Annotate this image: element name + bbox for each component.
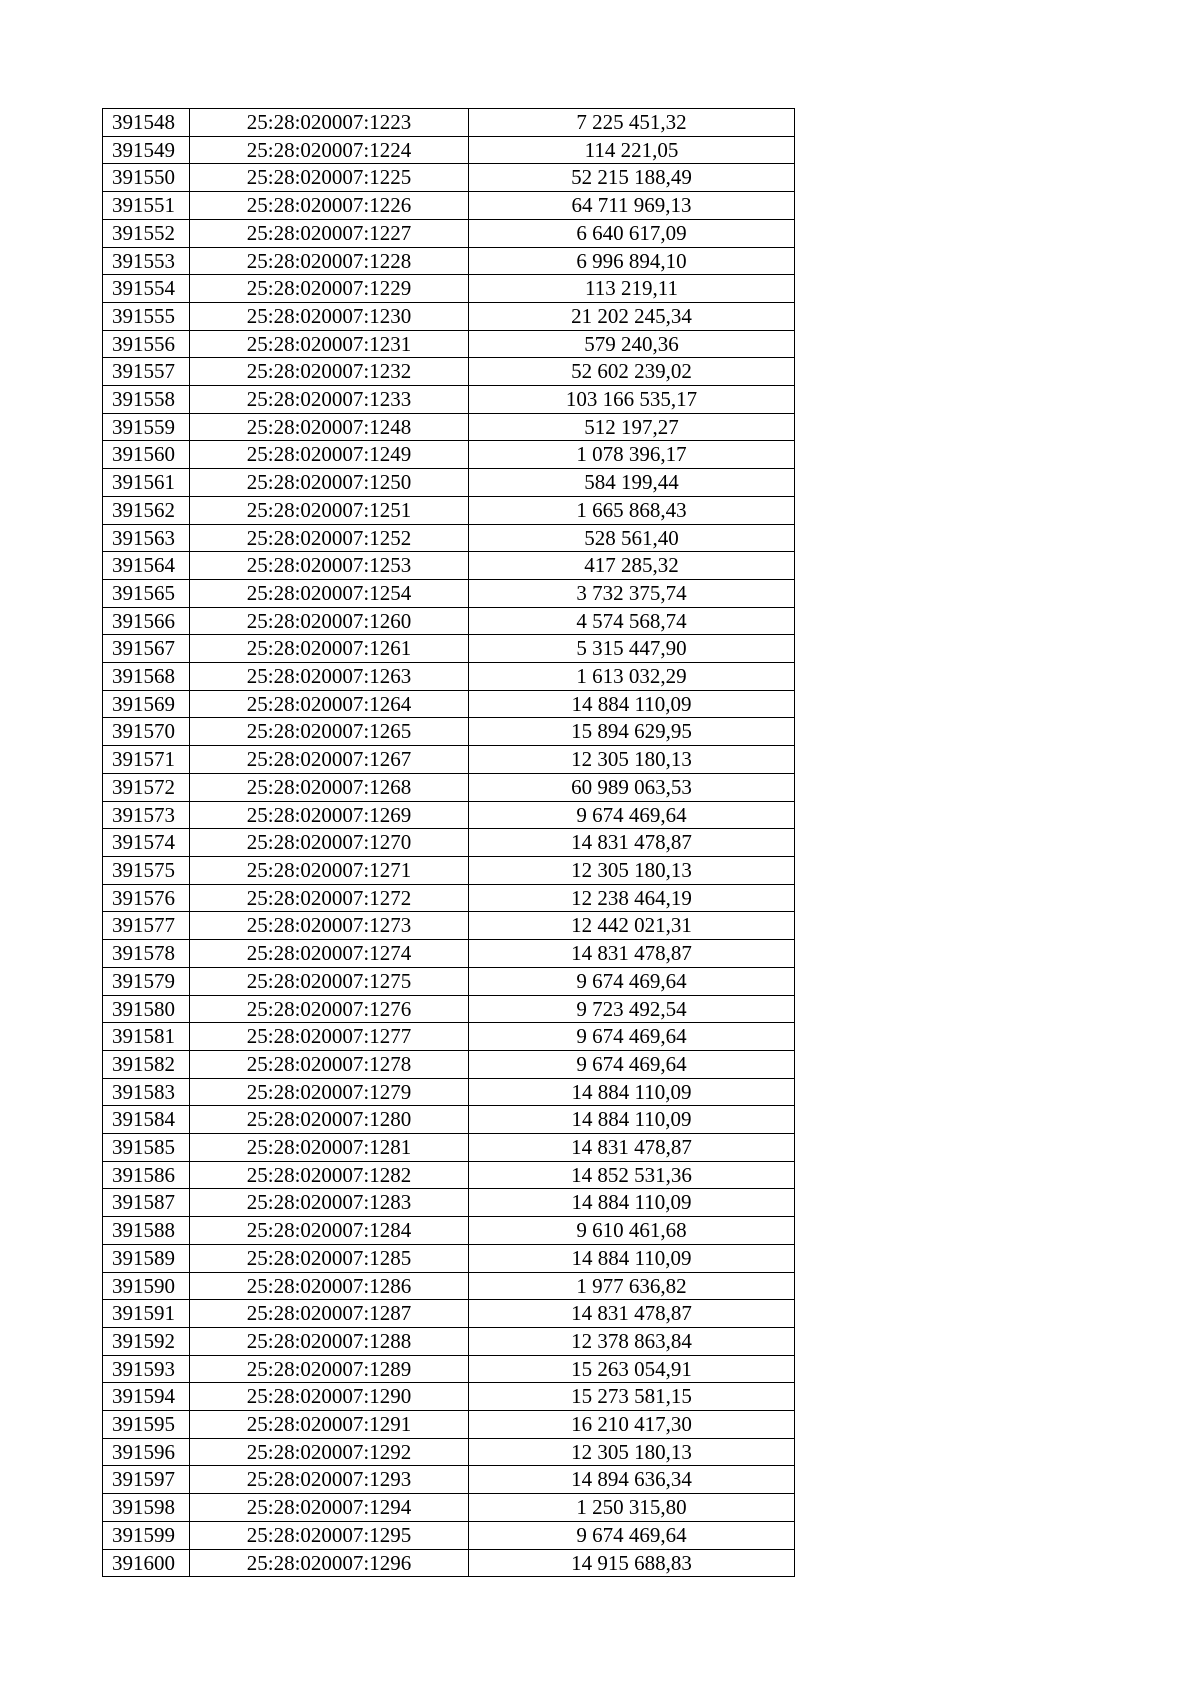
cadastral-number-cell: 25:28:020007:1254 [190, 579, 469, 607]
cadastral-value-cell: 52 602 239,02 [469, 358, 795, 386]
row-number-cell: 391598 [103, 1494, 190, 1522]
cadastral-number-cell: 25:28:020007:1290 [190, 1383, 469, 1411]
cadastral-number-cell: 25:28:020007:1287 [190, 1300, 469, 1328]
cadastral-value-cell: 52 215 188,49 [469, 164, 795, 192]
row-number-cell: 391569 [103, 690, 190, 718]
table-row [103, 1411, 795, 1439]
row-number-cell: 391575 [103, 856, 190, 884]
row-number-cell: 391551 [103, 192, 190, 220]
table-row [103, 1078, 795, 1106]
cadastral-value-cell: 14 831 478,87 [469, 1300, 795, 1328]
row-number-cell: 391549 [103, 136, 190, 164]
cadastral-number-cell: 25:28:020007:1226 [190, 192, 469, 220]
cadastral-number-cell: 25:28:020007:1291 [190, 1411, 469, 1439]
cadastral-number-cell: 25:28:020007:1232 [190, 358, 469, 386]
cadastral-value-cell: 14 915 688,83 [469, 1549, 795, 1577]
table-row [103, 801, 795, 829]
cadastral-value-table [102, 108, 795, 1577]
row-number-cell: 391574 [103, 829, 190, 857]
cadastral-value-cell: 1 977 636,82 [469, 1272, 795, 1300]
table-row [103, 995, 795, 1023]
cadastral-value-cell: 9 610 461,68 [469, 1217, 795, 1245]
cadastral-value-cell: 1 250 315,80 [469, 1494, 795, 1522]
table-row [103, 441, 795, 469]
cadastral-value-cell: 14 884 110,09 [469, 1106, 795, 1134]
row-number-cell: 391554 [103, 275, 190, 303]
table-row [103, 1494, 795, 1522]
table-row [103, 1161, 795, 1189]
table-row [103, 1383, 795, 1411]
cadastral-number-cell: 25:28:020007:1293 [190, 1466, 469, 1494]
row-number-cell: 391577 [103, 912, 190, 940]
table-row [103, 1023, 795, 1051]
cadastral-value-cell: 7 225 451,32 [469, 109, 795, 137]
cadastral-value-cell: 14 884 110,09 [469, 1244, 795, 1272]
cadastral-number-cell: 25:28:020007:1276 [190, 995, 469, 1023]
cadastral-number-cell: 25:28:020007:1270 [190, 829, 469, 857]
cadastral-number-cell: 25:28:020007:1231 [190, 330, 469, 358]
row-number-cell: 391552 [103, 219, 190, 247]
table-row [103, 1521, 795, 1549]
row-number-cell: 391560 [103, 441, 190, 469]
row-number-cell: 391589 [103, 1244, 190, 1272]
table-row [103, 690, 795, 718]
row-number-cell: 391580 [103, 995, 190, 1023]
cadastral-number-cell: 25:28:020007:1280 [190, 1106, 469, 1134]
table-row [103, 192, 795, 220]
table-row [103, 1300, 795, 1328]
cadastral-value-cell: 512 197,27 [469, 413, 795, 441]
row-number-cell: 391576 [103, 884, 190, 912]
row-number-cell: 391550 [103, 164, 190, 192]
table-row [103, 1355, 795, 1383]
row-number-cell: 391583 [103, 1078, 190, 1106]
cadastral-number-cell: 25:28:020007:1265 [190, 718, 469, 746]
table-row [103, 552, 795, 580]
cadastral-value-cell: 9 674 469,64 [469, 1521, 795, 1549]
table-row [103, 164, 795, 192]
row-number-cell: 391587 [103, 1189, 190, 1217]
table-row [103, 136, 795, 164]
table-row [103, 1466, 795, 1494]
table-row [103, 607, 795, 635]
cadastral-value-cell: 528 561,40 [469, 524, 795, 552]
cadastral-number-cell: 25:28:020007:1264 [190, 690, 469, 718]
cadastral-number-cell: 25:28:020007:1288 [190, 1327, 469, 1355]
row-number-cell: 391588 [103, 1217, 190, 1245]
cadastral-number-cell: 25:28:020007:1225 [190, 164, 469, 192]
table-row [103, 967, 795, 995]
row-number-cell: 391563 [103, 524, 190, 552]
cadastral-value-cell: 12 238 464,19 [469, 884, 795, 912]
cadastral-value-cell: 9 674 469,64 [469, 1050, 795, 1078]
cadastral-number-cell: 25:28:020007:1252 [190, 524, 469, 552]
cadastral-value-cell: 12 378 863,84 [469, 1327, 795, 1355]
cadastral-number-cell: 25:28:020007:1281 [190, 1134, 469, 1162]
cadastral-number-cell: 25:28:020007:1273 [190, 912, 469, 940]
cadastral-value-cell: 6 996 894,10 [469, 247, 795, 275]
cadastral-value-cell: 14 831 478,87 [469, 829, 795, 857]
table-row [103, 829, 795, 857]
row-number-cell: 391570 [103, 718, 190, 746]
table-row [103, 524, 795, 552]
cadastral-number-cell: 25:28:020007:1277 [190, 1023, 469, 1051]
cadastral-value-cell: 14 831 478,87 [469, 940, 795, 968]
cadastral-number-cell: 25:28:020007:1261 [190, 635, 469, 663]
cadastral-value-cell: 60 989 063,53 [469, 773, 795, 801]
cadastral-value-cell: 1 665 868,43 [469, 496, 795, 524]
table-row [103, 496, 795, 524]
cadastral-number-cell: 25:28:020007:1275 [190, 967, 469, 995]
cadastral-value-cell: 113 219,11 [469, 275, 795, 303]
row-number-cell: 391567 [103, 635, 190, 663]
table-row [103, 1272, 795, 1300]
table-row [103, 746, 795, 774]
table-row [103, 219, 795, 247]
cadastral-number-cell: 25:28:020007:1248 [190, 413, 469, 441]
table-row [103, 579, 795, 607]
table-row [103, 302, 795, 330]
cadastral-value-cell: 14 884 110,09 [469, 1078, 795, 1106]
cadastral-number-cell: 25:28:020007:1274 [190, 940, 469, 968]
row-number-cell: 391553 [103, 247, 190, 275]
row-number-cell: 391581 [103, 1023, 190, 1051]
cadastral-value-cell: 9 674 469,64 [469, 967, 795, 995]
cadastral-number-cell: 25:28:020007:1278 [190, 1050, 469, 1078]
row-number-cell: 391584 [103, 1106, 190, 1134]
table-body [103, 109, 795, 1577]
row-number-cell: 391559 [103, 413, 190, 441]
table-row [103, 386, 795, 414]
cadastral-value-cell: 15 263 054,91 [469, 1355, 795, 1383]
cadastral-value-cell: 64 711 969,13 [469, 192, 795, 220]
cadastral-number-cell: 25:28:020007:1295 [190, 1521, 469, 1549]
cadastral-value-cell: 114 221,05 [469, 136, 795, 164]
cadastral-value-cell: 15 273 581,15 [469, 1383, 795, 1411]
row-number-cell: 391566 [103, 607, 190, 635]
cadastral-value-cell: 4 574 568,74 [469, 607, 795, 635]
table-row [103, 718, 795, 746]
cadastral-value-cell: 15 894 629,95 [469, 718, 795, 746]
table-row [103, 109, 795, 137]
cadastral-value-cell: 6 640 617,09 [469, 219, 795, 247]
cadastral-value-cell: 12 305 180,13 [469, 746, 795, 774]
cadastral-number-cell: 25:28:020007:1229 [190, 275, 469, 303]
row-number-cell: 391592 [103, 1327, 190, 1355]
table-row [103, 635, 795, 663]
cadastral-number-cell: 25:28:020007:1283 [190, 1189, 469, 1217]
cadastral-value-cell: 12 442 021,31 [469, 912, 795, 940]
cadastral-value-cell: 1 078 396,17 [469, 441, 795, 469]
row-number-cell: 391558 [103, 386, 190, 414]
row-number-cell: 391557 [103, 358, 190, 386]
row-number-cell: 391556 [103, 330, 190, 358]
row-number-cell: 391600 [103, 1549, 190, 1577]
cadastral-value-cell: 12 305 180,13 [469, 856, 795, 884]
cadastral-number-cell: 25:28:020007:1268 [190, 773, 469, 801]
cadastral-value-cell: 584 199,44 [469, 469, 795, 497]
cadastral-number-cell: 25:28:020007:1249 [190, 441, 469, 469]
row-number-cell: 391562 [103, 496, 190, 524]
row-number-cell: 391599 [103, 1521, 190, 1549]
cadastral-value-cell: 9 723 492,54 [469, 995, 795, 1023]
table-row [103, 358, 795, 386]
cadastral-number-cell: 25:28:020007:1253 [190, 552, 469, 580]
cadastral-number-cell: 25:28:020007:1250 [190, 469, 469, 497]
cadastral-value-cell: 21 202 245,34 [469, 302, 795, 330]
row-number-cell: 391593 [103, 1355, 190, 1383]
table-row [103, 413, 795, 441]
cadastral-value-cell: 3 732 375,74 [469, 579, 795, 607]
table-row [103, 773, 795, 801]
cadastral-number-cell: 25:28:020007:1230 [190, 302, 469, 330]
row-number-cell: 391590 [103, 1272, 190, 1300]
cadastral-number-cell: 25:28:020007:1263 [190, 663, 469, 691]
row-number-cell: 391555 [103, 302, 190, 330]
cadastral-number-cell: 25:28:020007:1294 [190, 1494, 469, 1522]
row-number-cell: 391573 [103, 801, 190, 829]
cadastral-number-cell: 25:28:020007:1296 [190, 1549, 469, 1577]
row-number-cell: 391596 [103, 1438, 190, 1466]
table-row [103, 330, 795, 358]
table-row [103, 1106, 795, 1134]
table-row [103, 856, 795, 884]
cadastral-value-cell: 579 240,36 [469, 330, 795, 358]
cadastral-number-cell: 25:28:020007:1282 [190, 1161, 469, 1189]
row-number-cell: 391548 [103, 109, 190, 137]
cadastral-number-cell: 25:28:020007:1228 [190, 247, 469, 275]
row-number-cell: 391561 [103, 469, 190, 497]
cadastral-number-cell: 25:28:020007:1272 [190, 884, 469, 912]
table-row [103, 1327, 795, 1355]
cadastral-number-cell: 25:28:020007:1227 [190, 219, 469, 247]
row-number-cell: 391597 [103, 1466, 190, 1494]
row-number-cell: 391565 [103, 579, 190, 607]
cadastral-number-cell: 25:28:020007:1292 [190, 1438, 469, 1466]
row-number-cell: 391564 [103, 552, 190, 580]
cadastral-number-cell: 25:28:020007:1267 [190, 746, 469, 774]
cadastral-value-cell: 103 166 535,17 [469, 386, 795, 414]
row-number-cell: 391582 [103, 1050, 190, 1078]
table-row [103, 1217, 795, 1245]
cadastral-number-cell: 25:28:020007:1224 [190, 136, 469, 164]
cadastral-number-cell: 25:28:020007:1279 [190, 1078, 469, 1106]
cadastral-value-cell: 14 831 478,87 [469, 1134, 795, 1162]
cadastral-value-cell: 14 884 110,09 [469, 1189, 795, 1217]
cadastral-number-cell: 25:28:020007:1286 [190, 1272, 469, 1300]
table-row [103, 663, 795, 691]
row-number-cell: 391595 [103, 1411, 190, 1439]
table-row [103, 1244, 795, 1272]
table-row [103, 469, 795, 497]
row-number-cell: 391578 [103, 940, 190, 968]
table-row [103, 1549, 795, 1577]
cadastral-value-cell: 9 674 469,64 [469, 801, 795, 829]
cadastral-number-cell: 25:28:020007:1251 [190, 496, 469, 524]
table-row [103, 1438, 795, 1466]
cadastral-value-cell: 417 285,32 [469, 552, 795, 580]
cadastral-number-cell: 25:28:020007:1233 [190, 386, 469, 414]
table-row [103, 1189, 795, 1217]
cadastral-number-cell: 25:28:020007:1260 [190, 607, 469, 635]
cadastral-number-cell: 25:28:020007:1269 [190, 801, 469, 829]
row-number-cell: 391585 [103, 1134, 190, 1162]
table-row [103, 940, 795, 968]
table-row [103, 884, 795, 912]
row-number-cell: 391571 [103, 746, 190, 774]
row-number-cell: 391591 [103, 1300, 190, 1328]
cadastral-number-cell: 25:28:020007:1284 [190, 1217, 469, 1245]
cadastral-number-cell: 25:28:020007:1223 [190, 109, 469, 137]
cadastral-value-cell: 12 305 180,13 [469, 1438, 795, 1466]
table-row [103, 1050, 795, 1078]
table-row [103, 275, 795, 303]
cadastral-value-cell: 9 674 469,64 [469, 1023, 795, 1051]
row-number-cell: 391568 [103, 663, 190, 691]
table-row [103, 1134, 795, 1162]
cadastral-value-cell: 14 894 636,34 [469, 1466, 795, 1494]
row-number-cell: 391594 [103, 1383, 190, 1411]
cadastral-number-cell: 25:28:020007:1289 [190, 1355, 469, 1383]
row-number-cell: 391579 [103, 967, 190, 995]
cadastral-value-cell: 14 852 531,36 [469, 1161, 795, 1189]
row-number-cell: 391586 [103, 1161, 190, 1189]
cadastral-value-cell: 1 613 032,29 [469, 663, 795, 691]
cadastral-number-cell: 25:28:020007:1285 [190, 1244, 469, 1272]
table-row [103, 912, 795, 940]
cadastral-value-cell: 14 884 110,09 [469, 690, 795, 718]
cadastral-value-cell: 5 315 447,90 [469, 635, 795, 663]
cadastral-value-cell: 16 210 417,30 [469, 1411, 795, 1439]
row-number-cell: 391572 [103, 773, 190, 801]
cadastral-number-cell: 25:28:020007:1271 [190, 856, 469, 884]
table-row [103, 247, 795, 275]
